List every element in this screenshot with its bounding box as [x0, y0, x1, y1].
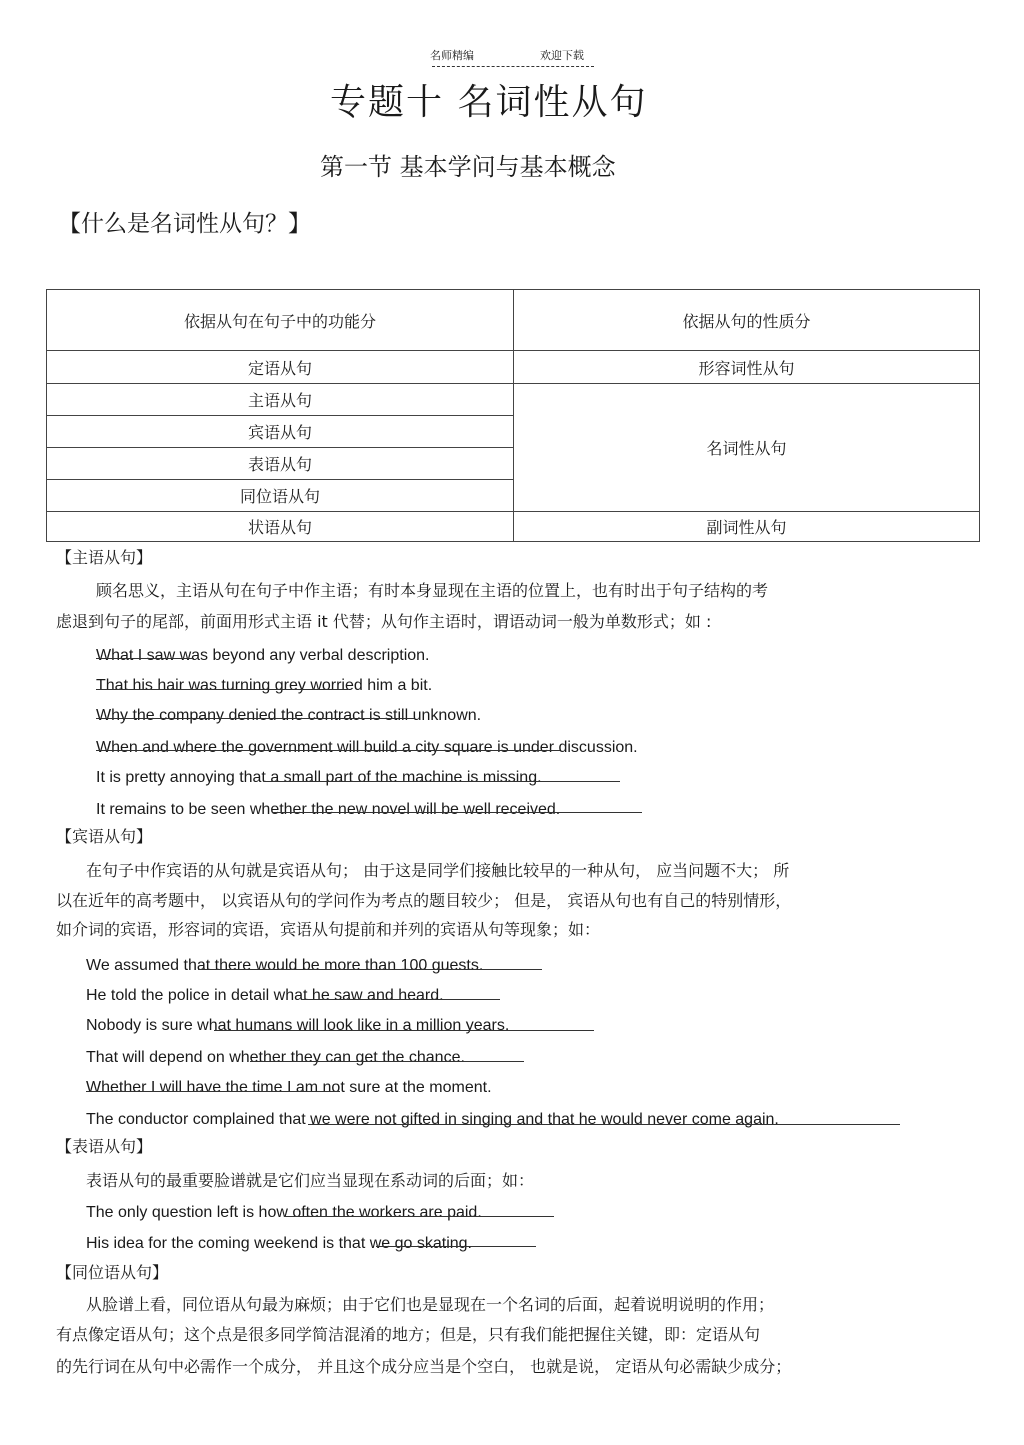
page-title: 专题十 名词性从句 [330, 82, 648, 123]
object-example: The conductor complained that we were not gifted in singing and that he would never come again. [86, 1111, 779, 1128]
clause-strike-line [250, 1061, 524, 1062]
object-example: Whether I will have the time I am not sure at the moment. [86, 1079, 492, 1096]
predicative-example: His idea for the coming weekend is that we go skating. [86, 1235, 472, 1252]
header-divider [432, 66, 594, 67]
clause-strike-line [272, 812, 642, 813]
object-para-line: 如介词的宾语，形容词的宾语，宾语从句提前和并列的宾语从句等现象；如： [56, 920, 601, 939]
clause-strike-line [96, 658, 194, 659]
subject-example: What I saw was beyond any verbal description. [96, 647, 430, 664]
object-example: That will depend on whether they can get the chance. [86, 1049, 465, 1066]
table-cell-adjective-type: 形容词性从句 [514, 351, 980, 384]
header-left-text: 名师精编 [430, 49, 474, 62]
subject-example: Why the company denied the contract is still unknown. [96, 707, 482, 724]
clause-strike-line [264, 781, 620, 782]
appositive-para-line: 有点像定语从句；这个点是很多同学简洁混淆的地方；但是，只有我们能把握住关键，即：定语从句 [56, 1325, 761, 1344]
table-header-function: 依据从句在句子中的功能分 [47, 290, 514, 351]
object-para-line: 以在近年的高考题中， 以宾语从句的学问作为考点的题目较少； 但是， 宾语从句也有自己的特别情形， [56, 891, 792, 910]
header-right-text: 欢迎下载 [540, 49, 584, 62]
clause-strike-line [198, 969, 542, 970]
object-clause-heading: 【宾语从句】 [56, 827, 153, 846]
table-cell-adverb-type: 副词性从句 [514, 512, 980, 542]
subject-para-line: 虑退到句子的尾部，前面用形式主语 it 代替；从句作主语时，谓语动词一般为单数形式；如 : [56, 612, 712, 631]
clause-strike-line [308, 1124, 900, 1125]
table-cell-attributive: 定语从句 [47, 351, 514, 384]
question-heading: 【什么是名词性从句？】 [58, 211, 311, 237]
object-example: He told the police in detail what he saw and heard. [86, 987, 444, 1004]
clause-strike-line [284, 1216, 554, 1217]
clause-strike-line [96, 689, 348, 690]
object-example: We assumed that there would be more than 100 guests. [86, 957, 484, 974]
appositive-para-line: 从脸谱上看，同位语从句最为麻烦；由于它们也是显现在一个名词的后面，起着说明说明的作用； [86, 1295, 775, 1314]
clause-strike-line [96, 750, 560, 751]
clause-strike-line [376, 1246, 536, 1247]
object-example: Nobody is sure what humans will look like in a million years. [86, 1017, 510, 1034]
table-cell-adverbial: 状语从句 [47, 512, 514, 542]
object-para-line: 在句子中作宾语的从句就是宾语从句； 由于这是同学们接触比较早的一种从句， 应当问题不大； 所 [86, 861, 790, 880]
subject-example: That his hair was turning grey worried him a bit. [96, 677, 433, 694]
subject-example: It is pretty annoying that a small part of the machine is missing. [96, 769, 542, 786]
clause-classification-table [46, 289, 980, 542]
predicative-para-line: 表语从句的最重要脸谱就是它们应当显现在系动词的后面；如： [86, 1171, 535, 1190]
table-cell-noun-type: 名词性从句 [514, 384, 980, 512]
clause-strike-line [214, 1030, 594, 1031]
subject-clause-heading: 【主语从句】 [56, 548, 153, 567]
section-subtitle: 第一节 基本学问与基本概念 [320, 153, 616, 181]
clause-strike-line [96, 718, 414, 719]
table-cell-predicative: 表语从句 [47, 448, 514, 480]
predicative-example: The only question left is how often the workers are paid. [86, 1204, 482, 1221]
clause-strike-line [86, 1091, 340, 1092]
predicative-clause-heading: 【表语从句】 [56, 1137, 153, 1156]
appositive-clause-heading: 【同位语从句】 [56, 1263, 169, 1282]
table-header-nature: 依据从句的性质分 [514, 290, 980, 351]
subject-example: When and where the government will build a city square is under discussion. [96, 739, 638, 756]
subject-example: It remains to be seen whether the new novel will be well received. [96, 801, 561, 818]
appositive-para-line: 的先行词在从句中必需作一个成分， 并且这个成分应当是个空白， 也就是说， 定语从句必需缺少成分； [56, 1357, 792, 1376]
table-cell-appositive: 同位语从句 [47, 480, 514, 512]
subject-para-line: 顾名思义，主语从句在句子中作主语；有时本身显现在主语的位置上，也有时出于句子结构的考 [96, 581, 769, 600]
clause-strike-line [302, 999, 500, 1000]
table-cell-object: 宾语从句 [47, 416, 514, 448]
table-cell-subject: 主语从句 [47, 384, 514, 416]
